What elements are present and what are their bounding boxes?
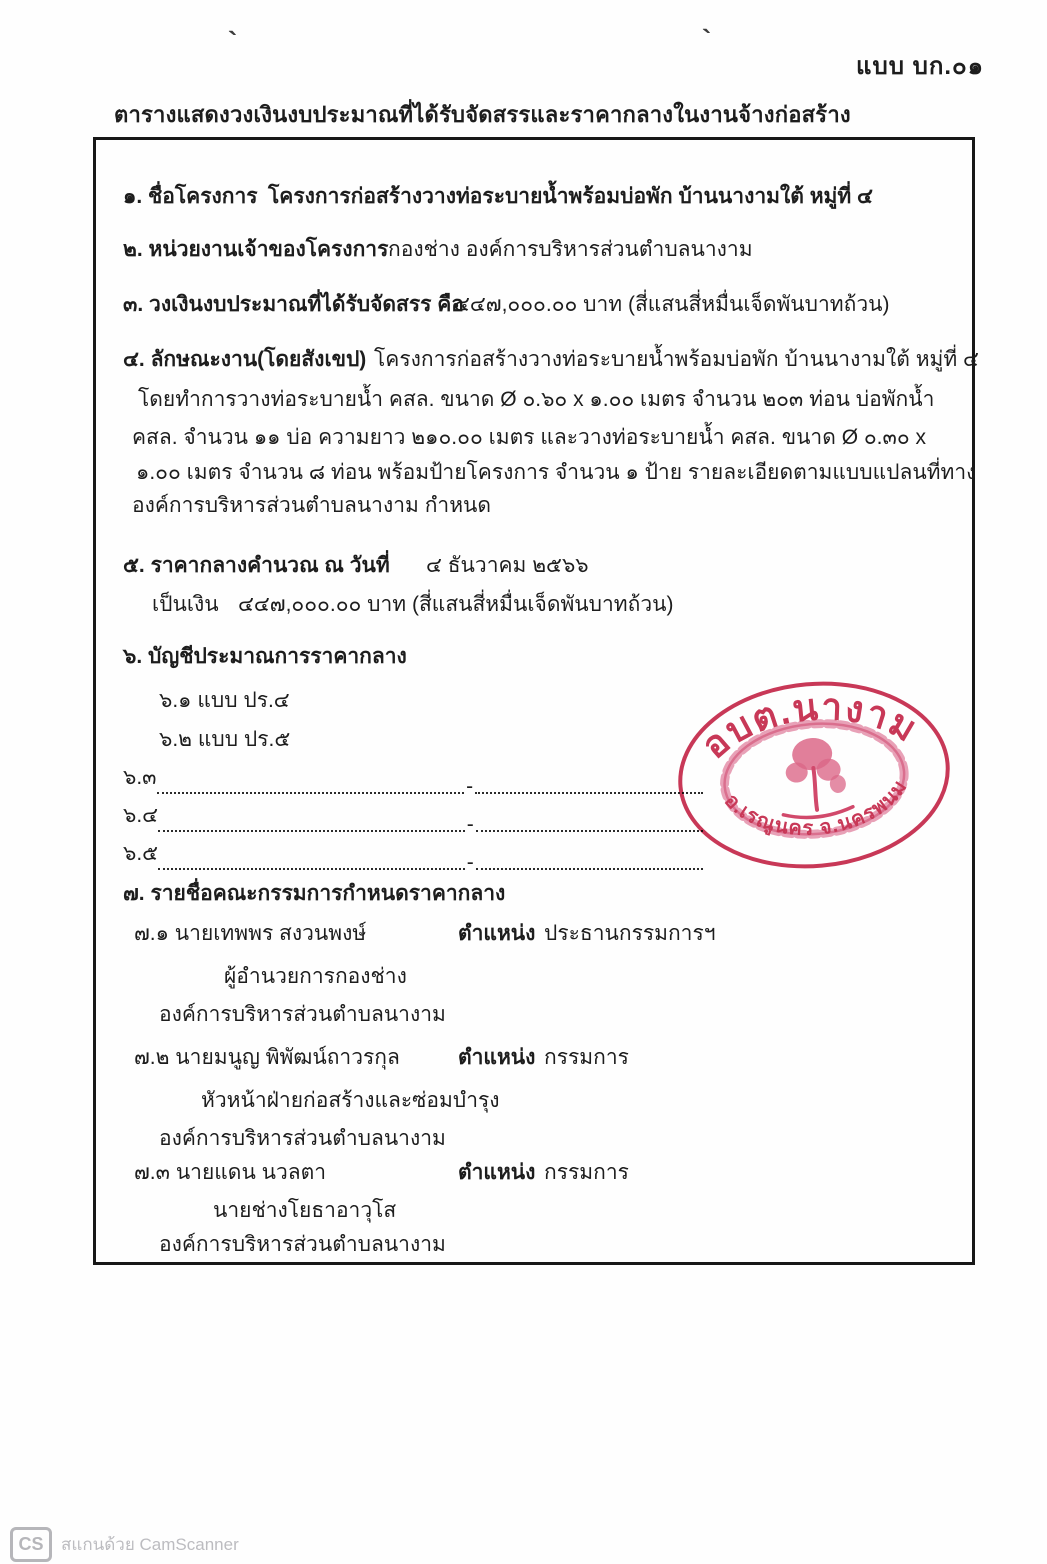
member3-org: องค์การบริหารส่วนตำบลนางาม xyxy=(159,1233,446,1256)
member1-name: ๗.๑ นายเทพพร สงวนพงษ์ xyxy=(134,922,367,945)
item5-amount: ๔๔๗,๐๐๐.๐๐ บาท (สี่แสนสี่หมื่นเจ็ดพันบาทถ้วน) xyxy=(238,593,674,616)
document-title: ตารางแสดงวงเงินงบประมาณที่ได้รับจัดสรรและราคากลางในงานจ้างก่อสร้าง xyxy=(114,102,851,127)
committee-member-row xyxy=(96,1156,972,1186)
item6-header-row xyxy=(96,640,972,670)
blank-dash: - xyxy=(466,813,474,836)
camscanner-logo-icon: CS xyxy=(10,1527,52,1562)
form-code: แบบ บก.๐๑ xyxy=(856,53,984,80)
item5-amount-row xyxy=(96,588,972,618)
item6-label: ๖. บัญชีประมาณการราคากลาง xyxy=(123,645,407,668)
item5-row xyxy=(96,549,972,579)
member2-name: ๗.๒ นายมนูญ พิพัฒน์ถาวรกุล xyxy=(134,1046,400,1069)
member1-org: องค์การบริหารส่วนตำบลนางาม xyxy=(159,1003,446,1026)
member2-org: องค์การบริหารส่วนตำบลนางาม xyxy=(159,1127,446,1150)
dotted-fill xyxy=(158,853,465,870)
item5-label: ๕. ราคากลางคำนวณ ณ วันที่ xyxy=(123,554,390,577)
scan-stray-mark: ` xyxy=(702,24,712,55)
blank-dash: - xyxy=(466,851,474,874)
member1-position-label: ตำแหน่ง xyxy=(458,922,536,945)
item4-line5: องค์การบริหารส่วนตำบลนางาม กำหนด xyxy=(132,494,492,517)
item6-sub5-blank-line xyxy=(123,837,703,874)
scan-stray-mark: ` xyxy=(228,26,238,57)
member3-title: นายช่างโยธาอาวุโส xyxy=(213,1199,397,1222)
item5-date: ๔ ธันวาคม ๒๕๖๖ xyxy=(426,554,589,577)
member2-title-row xyxy=(96,1084,972,1114)
item1-row xyxy=(96,180,972,210)
item2-row xyxy=(96,233,972,263)
dotted-fill xyxy=(157,777,465,794)
member3-title-row xyxy=(96,1194,972,1224)
item7-label: ๗. รายชื่อคณะกรรมการกำหนดราคากลาง xyxy=(123,882,506,905)
item2-value: กองช่าง องค์การบริหารส่วนตำบลนางาม xyxy=(388,238,753,261)
item4-line3: คสล. จำนวน ๑๑ บ่อ ความยาว ๒๑๐.๐๐ เมตร และวางท่อระบายน้ำ คสล. ขนาด Ø ๐.๓๐ x xyxy=(132,426,927,449)
item2-label: ๒. หน่วยงานเจ้าของโครงการ xyxy=(123,238,389,261)
item1-value: โครงการก่อสร้างวางท่อระบายน้ำพร้อมบ่อพัก บ้านนางามใต้ หมู่ที่ ๔ xyxy=(268,185,873,208)
item6-sub3-label: ๖.๓ xyxy=(123,766,157,789)
dotted-fill xyxy=(158,815,465,832)
item6-sub2: ๖.๒ แบบ ปร.๕ xyxy=(159,728,291,751)
item4-line3-row xyxy=(96,421,972,451)
member3-position: กรรมการ xyxy=(544,1161,629,1184)
stamp-top-text: อบต.นางาม xyxy=(693,686,926,767)
item1-label: ๑. ชื่อโครงการ xyxy=(123,185,258,208)
item4-line4-row xyxy=(96,456,977,486)
member1-position: ประธานกรรมการฯ xyxy=(544,922,716,945)
member1-org-row xyxy=(96,998,972,1028)
item4-row xyxy=(96,343,979,373)
member2-position: กรรมการ xyxy=(544,1046,629,1069)
committee-member-row xyxy=(96,917,972,947)
member1-title-row xyxy=(96,960,972,990)
camscanner-footer xyxy=(10,1527,239,1562)
member3-position-label: ตำแหน่ง xyxy=(458,1161,536,1184)
stamp-bottom-text: อ.เรณูนคร จ.นครพนม xyxy=(720,775,912,840)
item5-amount-label: เป็นเงิน xyxy=(152,593,219,616)
item3-row xyxy=(96,288,972,318)
item4-line5-row xyxy=(96,489,972,519)
member1-title: ผู้อำนวยการกองช่าง xyxy=(224,965,407,988)
member2-position-label: ตำแหน่ง xyxy=(458,1046,536,1069)
member3-org-row xyxy=(96,1228,972,1258)
member3-name: ๗.๓ นายแดน นวลตา xyxy=(134,1161,327,1184)
org-rubber-stamp xyxy=(668,676,960,874)
member2-org-row xyxy=(96,1122,972,1152)
committee-member-row xyxy=(96,1041,972,1071)
item6-sub4-blank-line xyxy=(123,799,703,836)
item3-value: ๔๔๗,๐๐๐.๐๐ บาท (สี่แสนสี่หมื่นเจ็ดพันบาทถ้วน) xyxy=(454,293,890,316)
blank-dash: - xyxy=(466,775,474,798)
item6-sub4-label: ๖.๔ xyxy=(123,804,159,827)
item4-line2: โดยทำการวางท่อระบายน้ำ คสล. ขนาด Ø ๐.๖๐ x ๑.๐๐ เมตร จำนวน ๒๐๓ ท่อน บ่อพักน้ำ xyxy=(138,388,935,411)
item4-label: ๔. ลักษณะงาน(โดยสังเขป) xyxy=(123,348,367,371)
item6-sub3-blank-line xyxy=(123,761,703,798)
item4-line2-row xyxy=(96,383,972,413)
item6-sub1: ๖.๑ แบบ ปร.๔ xyxy=(159,689,290,712)
item4-line1: โครงการก่อสร้างวางท่อระบายน้ำพร้อมบ่อพัก บ้านนางามใต้ หมู่ที่ ๔ xyxy=(374,348,979,371)
item3-label: ๓. วงเงินงบประมาณที่ได้รับจัดสรร คือ xyxy=(123,293,464,316)
camscanner-footer-text: สแกนด้วย CamScanner xyxy=(61,1535,239,1554)
item4-line4: ๑.๐๐ เมตร จำนวน ๘ ท่อน พร้อมป้ายโครงการ จำนวน ๑ ป้าย รายละเอียดตามแบบแปลนที่ทาง xyxy=(136,461,977,484)
item6-sub5-label: ๖.๕ xyxy=(123,842,159,865)
stamp-tree-emblem xyxy=(777,735,854,820)
member2-title: หัวหน้าฝ่ายก่อสร้างและซ่อมบำรุง xyxy=(201,1089,500,1112)
item7-header-row xyxy=(96,877,972,907)
